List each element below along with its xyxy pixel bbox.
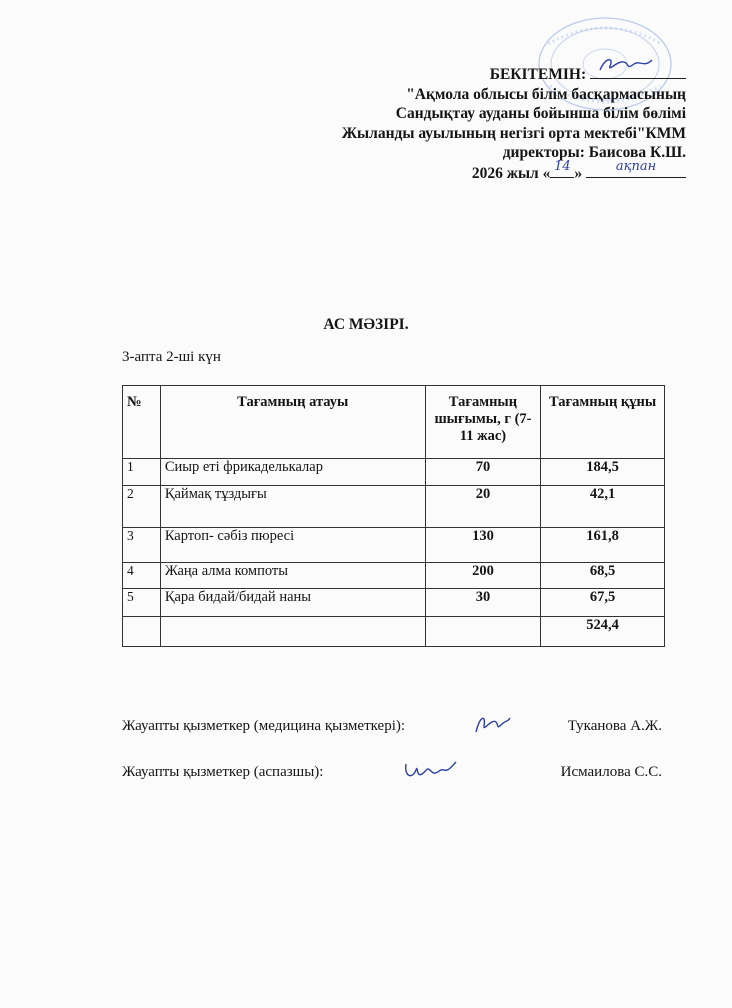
menu-table xyxy=(122,385,665,647)
signature-name: Туканова А.Ж. xyxy=(567,718,662,734)
medical-signature-icon xyxy=(472,710,512,738)
table-row xyxy=(123,486,665,528)
header-num: № xyxy=(123,386,161,459)
cook-signature-icon xyxy=(402,756,462,786)
row-output: 70 xyxy=(425,459,541,486)
row-num: 4 xyxy=(123,563,161,589)
signature-row-cook xyxy=(122,764,662,810)
approval-heading: БЕКІТЕМІН: xyxy=(489,66,587,83)
page-title: АС МӘЗІРІ. xyxy=(323,316,409,333)
date-month: ақпан xyxy=(615,158,657,174)
row-name: Қаймақ тұздығы xyxy=(160,486,425,528)
approval-block xyxy=(342,64,686,183)
row-cost: 184,5 xyxy=(541,459,665,486)
total-name-empty xyxy=(160,617,425,647)
row-num: 2 xyxy=(123,486,161,528)
row-cost: 68,5 xyxy=(541,563,665,589)
director-signature-line xyxy=(590,64,686,79)
signatures-block xyxy=(122,718,662,810)
header-output: Тағамның шығымы, г (7-11 жас) xyxy=(425,386,541,459)
table-row xyxy=(123,459,665,486)
director-signature-icon xyxy=(596,54,656,76)
row-num: 5 xyxy=(123,589,161,617)
table-total-row xyxy=(123,617,665,647)
header-name: Тағамның атауы xyxy=(160,386,425,459)
table-row xyxy=(123,589,665,617)
row-name: Сиыр еті фрикаделькалар xyxy=(160,459,425,486)
row-name: Жаңа алма компоты xyxy=(160,563,425,589)
approval-line-2: Сандықтау ауданы бойынша білім бөлімі xyxy=(395,105,686,122)
approval-date xyxy=(342,158,686,184)
row-cost: 161,8 xyxy=(541,528,665,563)
date-day: 14 xyxy=(554,158,571,174)
signature-role: Жауапты қызметкер (аспазшы): xyxy=(122,764,324,780)
total-cost: 524,4 xyxy=(541,617,665,647)
row-output: 30 xyxy=(425,589,541,617)
table-row xyxy=(123,563,665,589)
header-cost: Тағамның құны xyxy=(541,386,665,459)
total-output-empty xyxy=(425,617,541,647)
row-cost: 42,1 xyxy=(541,486,665,528)
row-name: Картоп- сәбіз пюресі xyxy=(160,528,425,563)
total-num-empty xyxy=(123,617,161,647)
date-prefix: 2026 жыл « xyxy=(471,164,551,182)
approval-line-4: директоры: Баисова К.Ш. xyxy=(502,144,686,161)
table-header-row xyxy=(123,386,665,459)
signature-name: Исмаилова С.С. xyxy=(560,764,662,780)
row-output: 20 xyxy=(425,486,541,528)
approval-line-1: "Ақмола облысы білім басқармасының xyxy=(406,85,686,103)
signature-role: Жауапты қызметкер (медицина қызметкері): xyxy=(122,718,406,734)
row-output: 130 xyxy=(425,528,541,563)
signature-row-medical xyxy=(122,718,662,764)
row-output: 200 xyxy=(425,563,541,589)
row-num: 1 xyxy=(123,459,161,486)
approval-line-3: Жыланды ауылының негізгі орта мектебі"КММ xyxy=(341,124,686,142)
row-cost: 67,5 xyxy=(541,589,665,617)
date-month-field xyxy=(586,158,686,178)
date-sep: » xyxy=(574,164,583,182)
table-row xyxy=(123,528,665,563)
date-day-field xyxy=(550,158,574,178)
row-num: 3 xyxy=(123,528,161,563)
week-day-label: 3-апта 2-ші күн xyxy=(122,349,221,365)
row-name: Қара бидай/бидай наны xyxy=(160,589,425,617)
